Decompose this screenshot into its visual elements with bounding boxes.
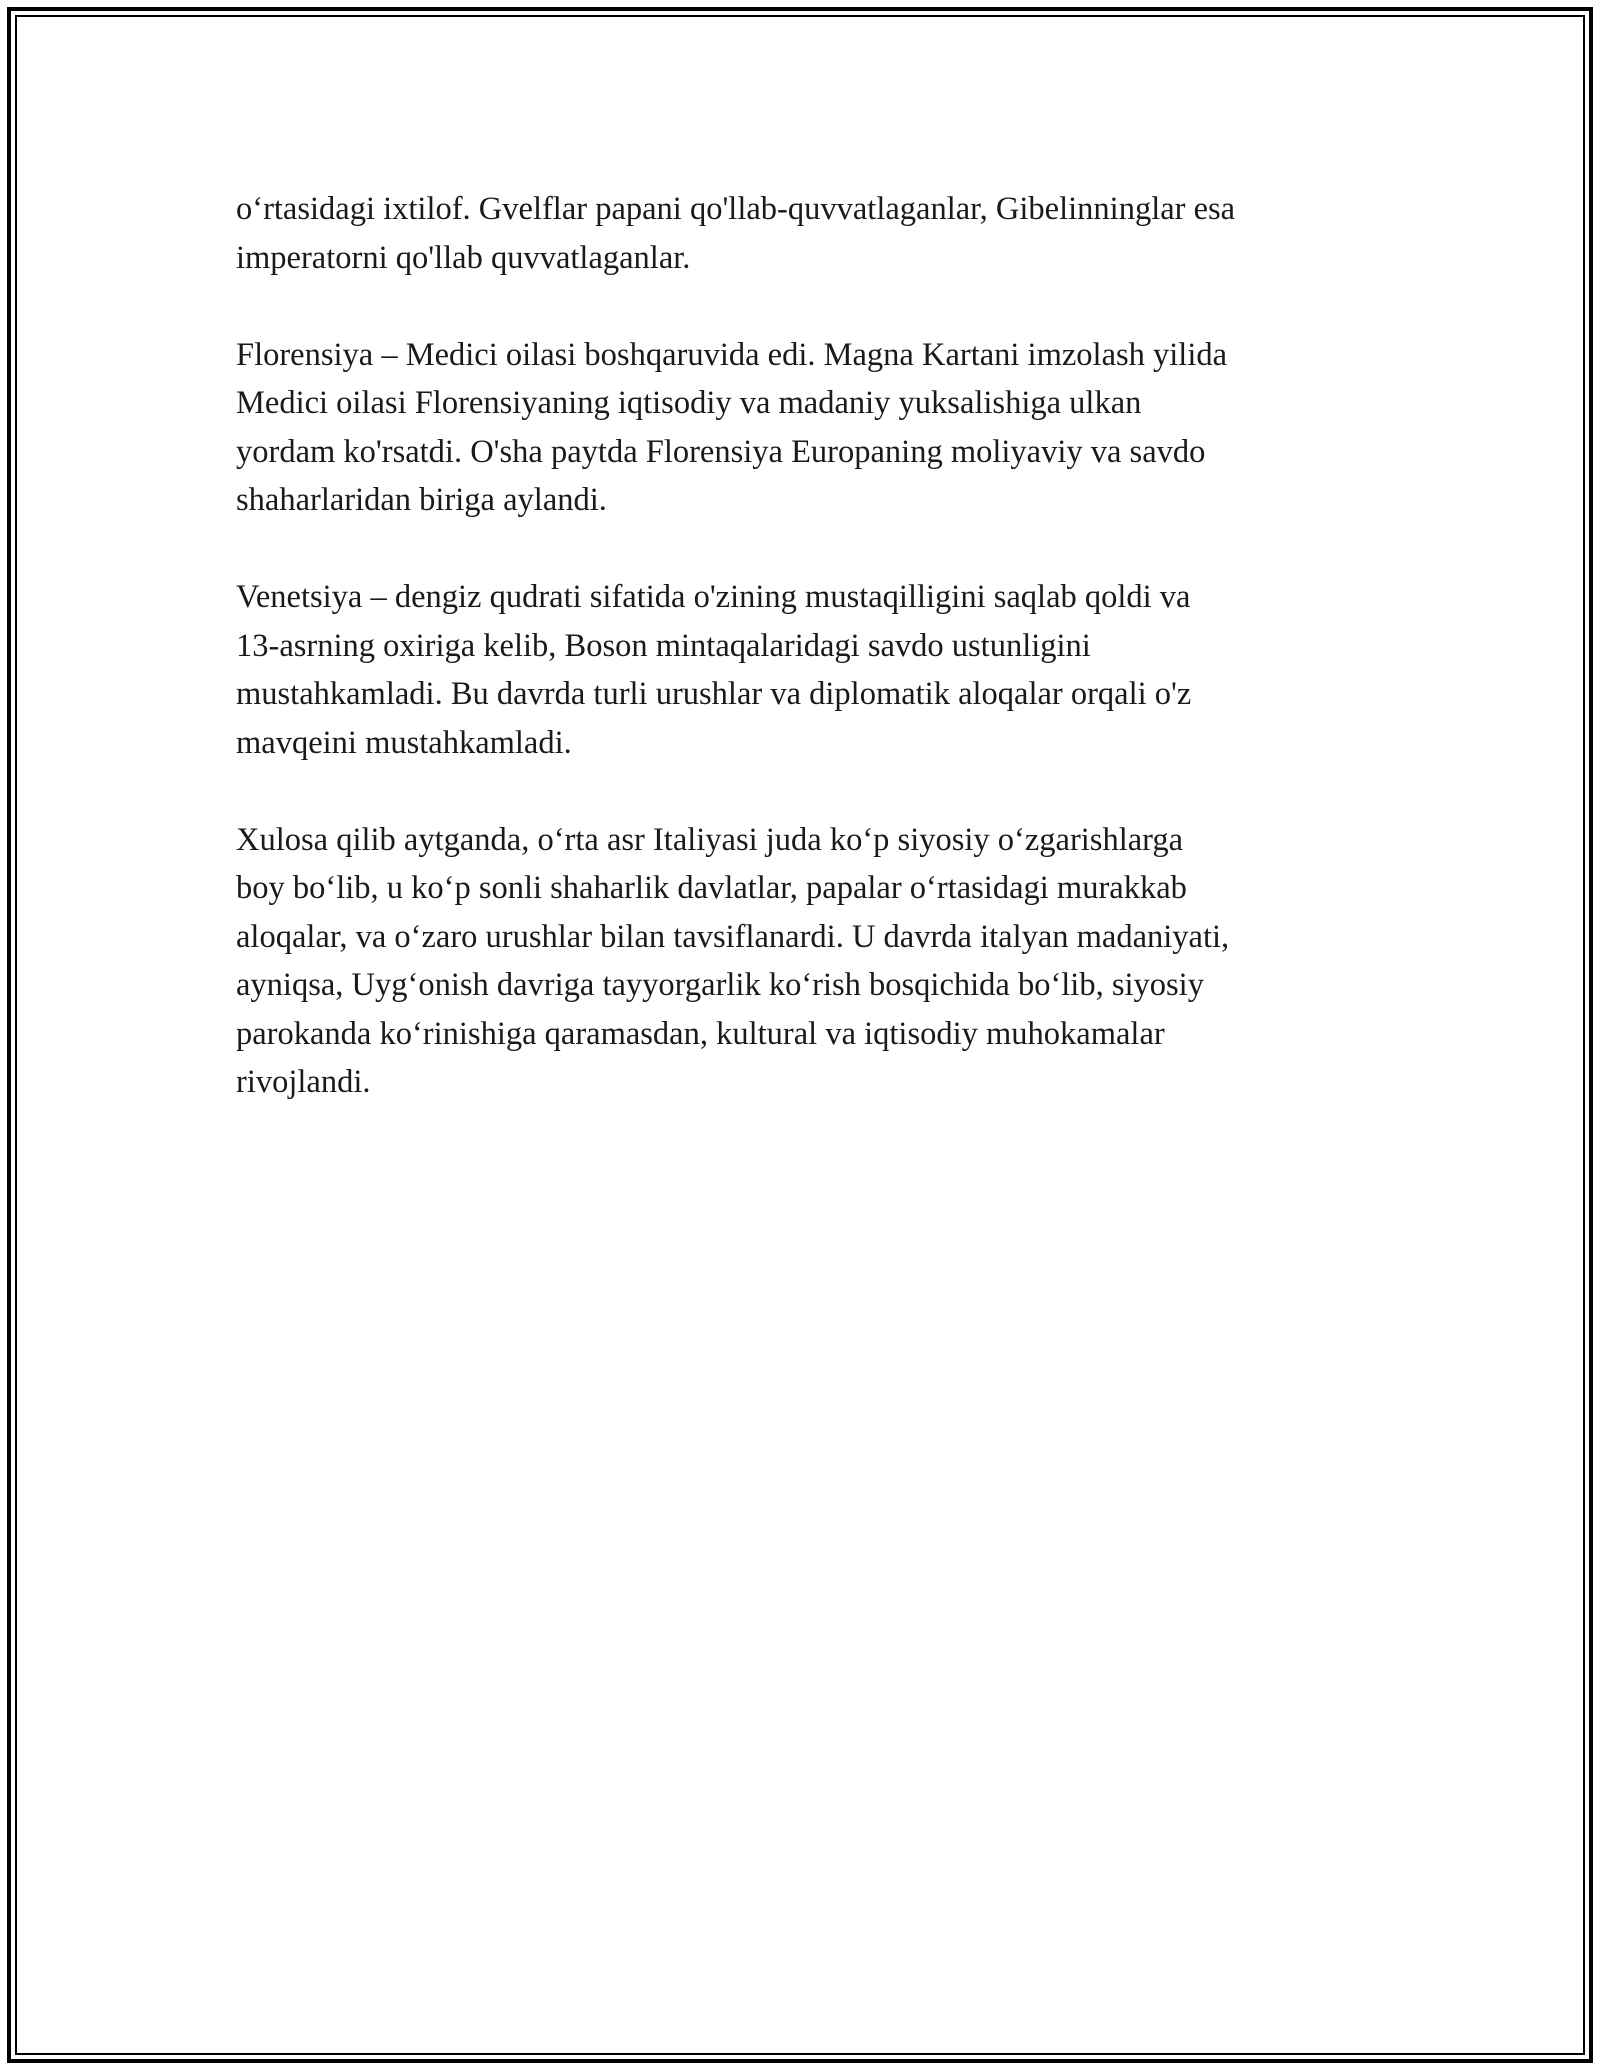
text-line: ayniqsa, Uyg‘onish davriga tayyorgarlik ko‘rish bosqichida bo‘lib, siyosiy: [236, 967, 1204, 1003]
document-body: [236, 185, 1396, 1155]
text-line: Venetsiya – dengiz qudrati sifatida o'zining mustaqilligini saqlab qoldi va: [236, 579, 1191, 615]
paragraph-venice: [236, 573, 1396, 767]
text-line: rivojlandi.: [236, 1064, 371, 1100]
text-line: 13-asrning oxiriga kelib, Boson mintaqalaridagi savdo ustunligini: [236, 627, 1091, 664]
text-line: yordam ko'rsatdi. O'sha paytda Florensiya Europaning moliyaviy va savdo: [236, 433, 1206, 470]
text-line: Xulosa qilib aytganda, o‘rta asr Italiyasi juda ko‘p siyosiy o‘zgarishlarga: [236, 821, 1184, 858]
text-line: parokanda ko‘rinishiga qaramasdan, kultural va iqtisodiy muhokamalar: [236, 1015, 1165, 1052]
text-line: Florensiya – Medici oilasi boshqaruvida edi. Magna Kartani imzolash yilida: [236, 336, 1228, 373]
paragraph-florence: [236, 331, 1396, 525]
text-line: boy bo‘lib, u ko‘p sonli shaharlik davlatlar, papalar o‘rtasidagi murakkab: [236, 870, 1187, 906]
text-line: aloqalar, va o‘zaro urushlar bilan tavsiflanardi. U davrda italyan madaniyati,: [236, 918, 1230, 955]
text-line: shaharlaridan biriga aylandi.: [236, 482, 607, 518]
text-line: mavqeini mustahkamladi.: [236, 724, 572, 761]
text-line: Medici oilasi Florensiyaning iqtisodiy va madaniy yuksalishiga ulkan: [236, 385, 1142, 421]
text-line: o‘rtasidagi ixtilof. Gvelflar papani qo'llab-quvvatlaganlar, Gibelinninglar esa: [236, 191, 1236, 227]
paragraph-conclusion: [236, 816, 1396, 1107]
text-line: mustahkamladi. Bu davrda turli urushlar va diplomatik aloqalar orqali o'z: [236, 676, 1192, 712]
text-line: imperatorni qo'llab quvvatlaganlar.: [236, 239, 691, 276]
paragraph-guelphs-ghibellines: [236, 185, 1396, 282]
